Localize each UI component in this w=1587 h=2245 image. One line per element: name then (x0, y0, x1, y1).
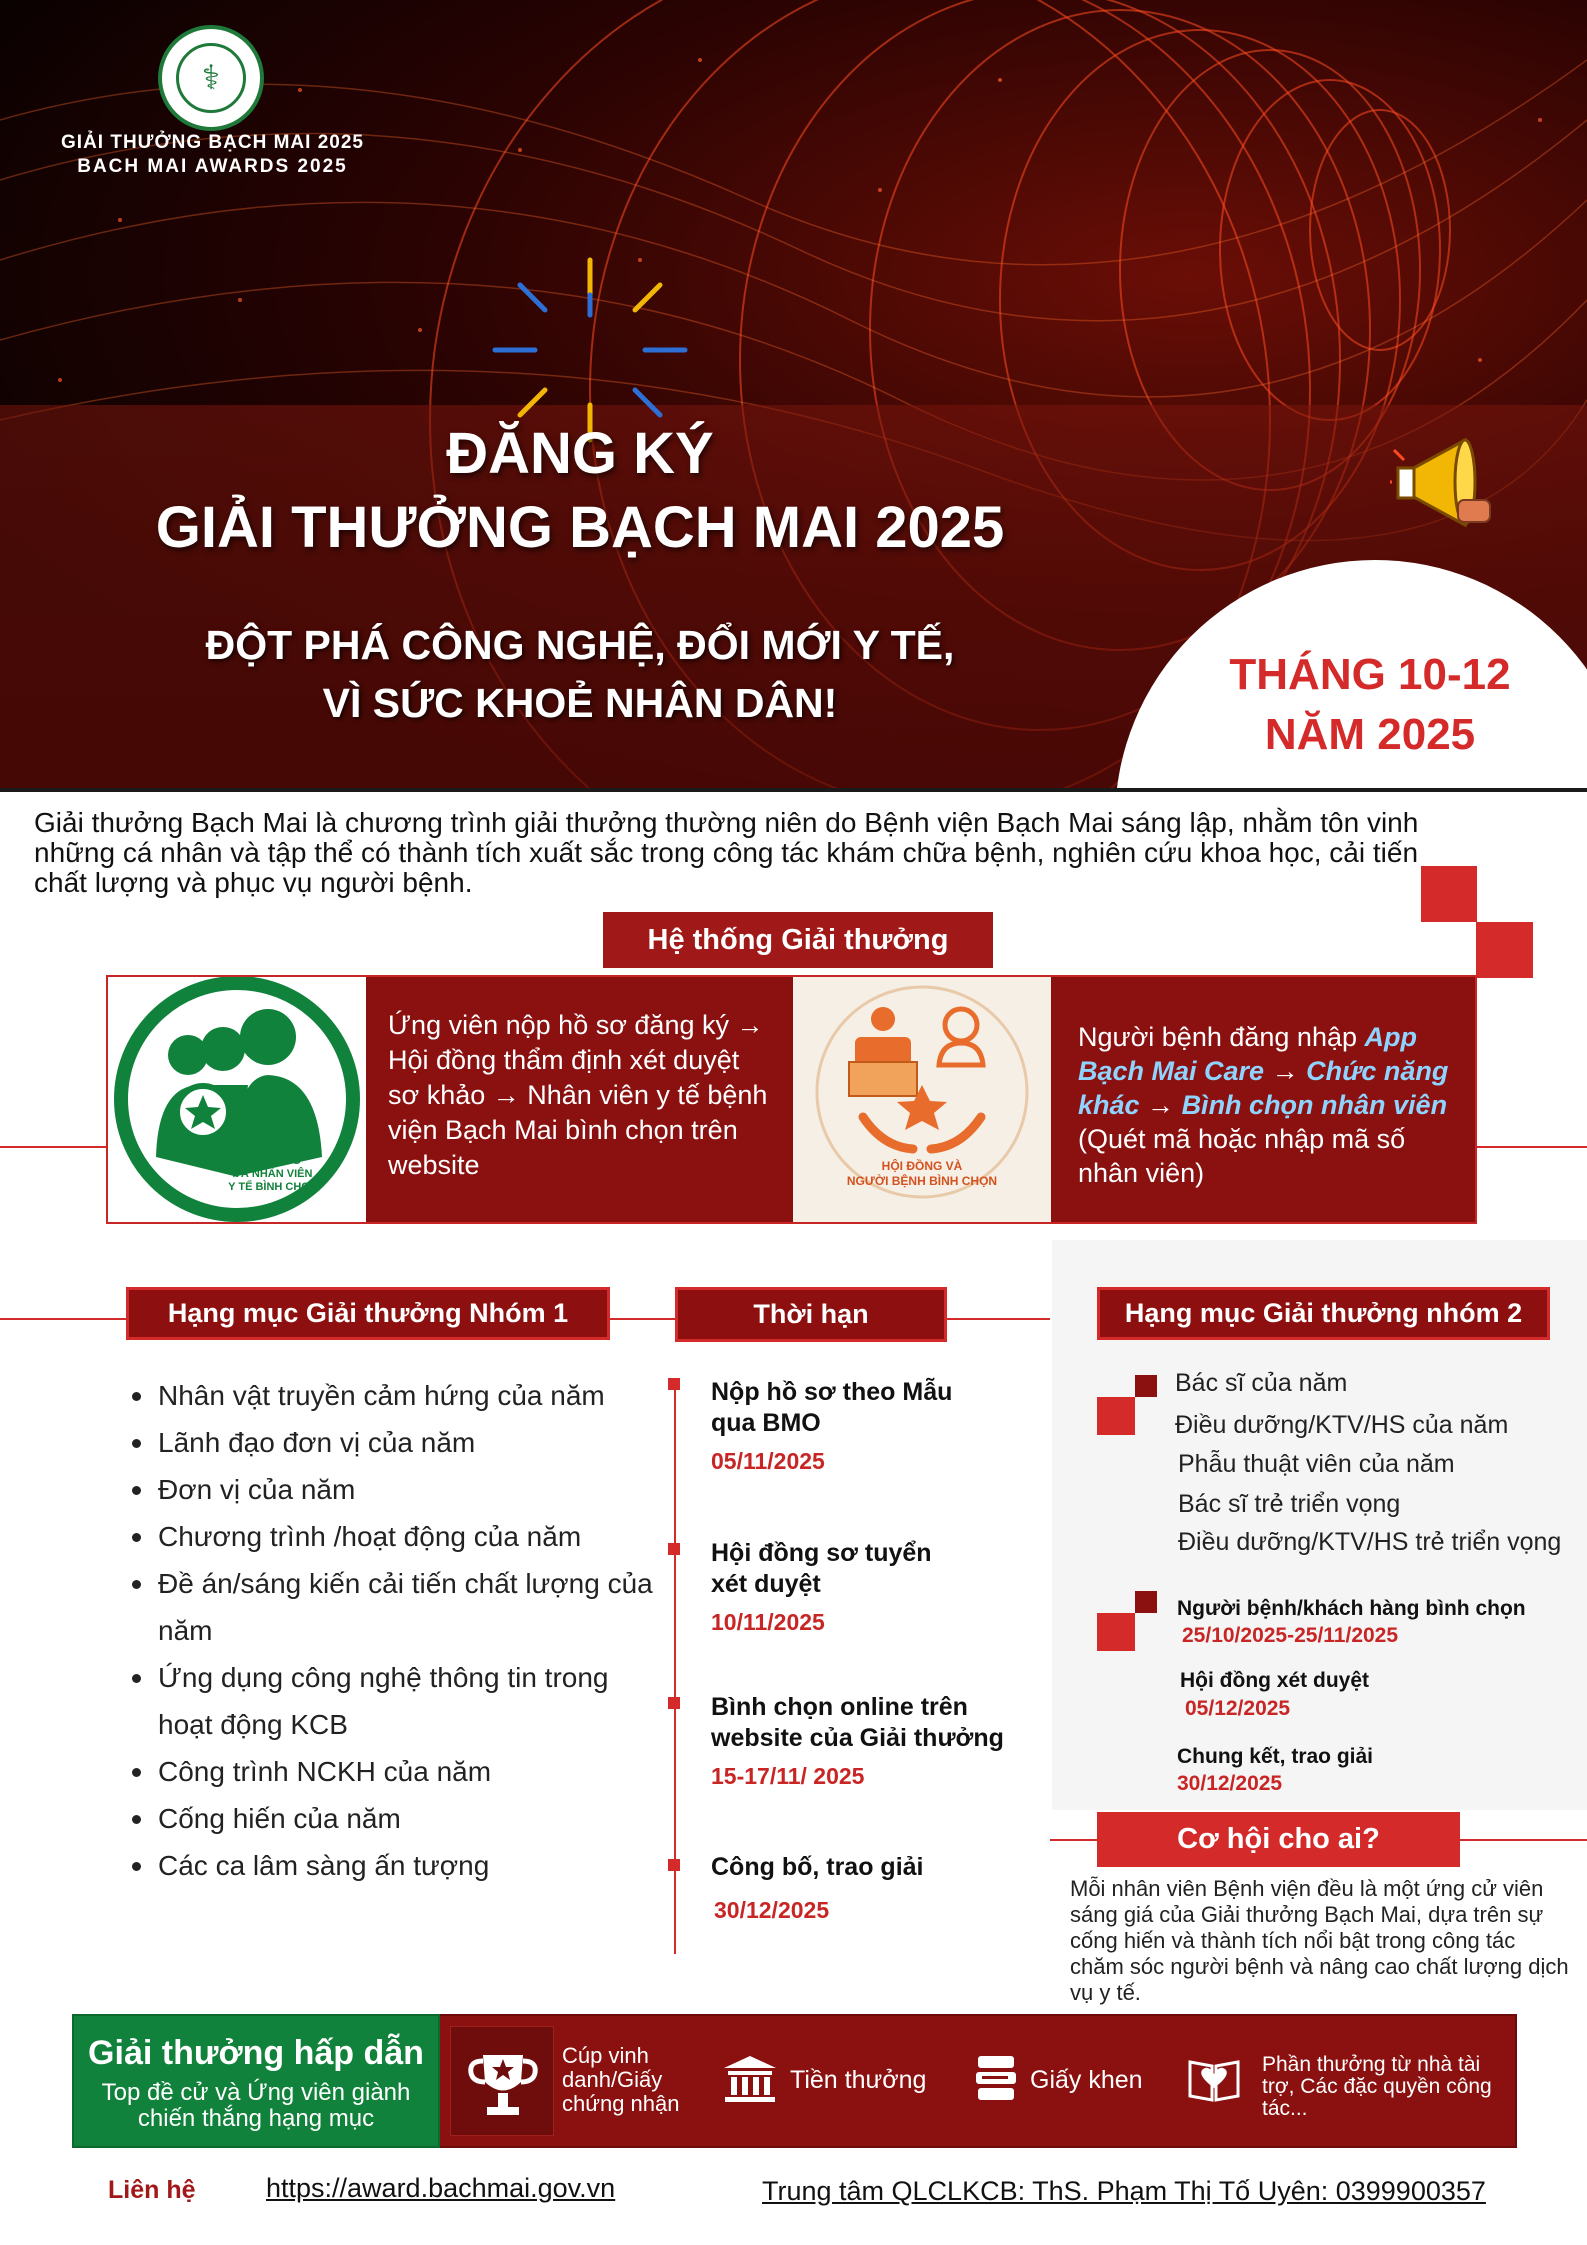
caduceus-icon: ⚕ (176, 43, 246, 113)
timeline-step-title: Hội đồng sơ tuyển xét duyệt (711, 1539, 932, 1598)
svg-text:HỘI ĐỒNG VÀ: HỘI ĐỒNG VÀ (881, 1159, 963, 1173)
opportunity-text: Mỗi nhân viên Bệnh viện đều là một ứng cử viên sáng giá của Giải thưởng Bạch Mai, dựa trên sự cống hiến và thành tích nổi bật trong công tác chăm sóc người bệnh và nâng cao chất lượng dịch vụ y tế. (1070, 1876, 1569, 2005)
slogan-line1: ĐỘT PHÁ CÔNG NGHỆ, ĐỔI MỚI Y TẾ, (205, 622, 955, 668)
group2-item: Điều dưỡng/KTV/HS trẻ triển vọng (1178, 1528, 1562, 1556)
group2-item: Phẫu thuật viên của năm (1178, 1450, 1455, 1478)
hero-divider (0, 788, 1587, 792)
trophy-icon (451, 2027, 555, 2137)
decor-line (1476, 922, 1478, 977)
list-item: Đề án/sáng kiến cải tiến chất lượng của năm (128, 1560, 668, 1654)
decor-square (1477, 922, 1533, 978)
decor-square (1097, 1613, 1135, 1651)
group2-item: Bác sĩ của năm (1175, 1369, 1348, 1397)
svg-text:VÀ NHÂN VIÊN: VÀ NHÂN VIÊN (233, 1168, 313, 1180)
timeline-step-title: Công bố, trao giải (711, 1853, 924, 1881)
list-item: Chương trình /hoạt động của năm (128, 1513, 668, 1560)
schedule-title: Người bệnh/khách hàng bình chọn (1177, 1597, 1526, 1620)
timeline-step-title: Nộp hồ sơ theo Mẫu qua BMO (711, 1378, 953, 1437)
opportunity-heading: Cơ hội cho ai? (1097, 1812, 1460, 1867)
decor-square (1135, 1591, 1157, 1613)
patient-vote-tail: (Quét mã hoặc nhập mã số nhân viên) (1078, 1124, 1406, 1188)
page-title-line1: ĐĂNG KÝ (446, 421, 714, 486)
council-staff-vote-image (108, 977, 366, 1222)
group1-heading: Hạng mục Giải thưởng Nhóm 1 (126, 1287, 610, 1340)
schedule-title: Hội đồng xét duyệt (1180, 1669, 1369, 1692)
arrow-separator: → (1264, 1056, 1307, 1086)
list-item: Công trình NCKH của năm (128, 1748, 668, 1795)
timeline-step-date: 30/12/2025 (714, 1897, 830, 1923)
firework-burst-icon (490, 255, 690, 445)
rewards-title: Giải thưởng hấp dẫn (88, 2034, 424, 2072)
website-link[interactable]: https://award.bachmai.gov.vn (266, 2173, 616, 2203)
reward-label: Cúp vinh danh/Giấy chứng nhận (562, 2043, 680, 2116)
patient-vote-lead: Người bệnh đăng nhập (1078, 1022, 1365, 1052)
schedule-date: 30/12/2025 (1177, 1772, 1283, 1795)
date-badge-months: THÁNG 10-12 (1229, 650, 1511, 699)
schedule-date: 05/12/2025 (1185, 1697, 1291, 1720)
book-heart-icon (1186, 2052, 1242, 2104)
timeline-marker (668, 1378, 680, 1390)
timeline-marker (668, 1697, 680, 1709)
svg-text:HỘI ĐỒNG: HỘI ĐỒNG (245, 1155, 301, 1167)
list-item: Cống hiến của năm (128, 1795, 668, 1842)
reward-label: Tiền thưởng (790, 2066, 927, 2094)
decor-line (1477, 1146, 1587, 1148)
decor-square (1421, 866, 1477, 922)
timeline-marker (668, 1859, 680, 1871)
decor-line (0, 1146, 106, 1148)
vote-highlight: Bình chọn nhân viên (1181, 1090, 1448, 1120)
certificate-icon (972, 2052, 1020, 2106)
page-title-line2: GIẢI THƯỞNG BẠCH MAI 2025 (155, 495, 1005, 560)
council-patient-vote-image (793, 977, 1051, 1222)
svg-text:NGƯỜI BỆNH BÌNH CHỌN: NGƯỜI BỆNH BÌNH CHỌN (846, 1174, 998, 1188)
svg-text:Y TẾ BÌNH CHỌN: Y TẾ BÌNH CHỌN (228, 1181, 318, 1193)
decor-square (1097, 1397, 1135, 1435)
slogan-line2: VÌ SỨC KHOẺ NHÂN DÂN! (322, 680, 838, 726)
trophy-icon-box (450, 2026, 554, 2136)
bank-icon (722, 2054, 778, 2104)
awards-name-en: BACH MAI AWARDS 2025 (77, 156, 348, 177)
timeline-heading: Thời hạn (675, 1287, 947, 1342)
group2-item: Bác sĩ trẻ triển vọng (1178, 1490, 1401, 1518)
reward-label: Phần thưởng từ nhà tài trợ, Các đặc quyền công tác... (1262, 2053, 1492, 2120)
list-item: Đơn vị của năm (128, 1466, 668, 1513)
timeline-step-date: 15-17/11/ 2025 (711, 1763, 865, 1789)
contact-label: Liên hệ (108, 2176, 196, 2204)
timeline-marker (668, 1543, 680, 1555)
list-item: Lãnh đạo đơn vị của năm (128, 1419, 668, 1466)
app-name-highlight: App Bạch Mai Care (1078, 1022, 1417, 1086)
megaphone-icon (1390, 430, 1510, 540)
hospital-logo (158, 25, 264, 131)
date-badge-year: NĂM 2025 (1264, 710, 1476, 759)
rewards-subtitle: Top đề cử và Ứng viên giành chiến thắng hạng mục (101, 2079, 411, 2132)
system-heading: Hệ thống Giải thưởng (603, 912, 993, 968)
timeline-step-title: Bình chọn online trên website của Giải thưởng (711, 1693, 1004, 1752)
group2-item: Điều dưỡng/KTV/HS của năm (1175, 1411, 1509, 1439)
list-item: Nhân vật truyền cảm hứng của năm (128, 1372, 668, 1419)
group2-heading: Hạng mục Giải thưởng nhóm 2 (1097, 1287, 1550, 1340)
schedule-title: Chung kết, trao giải (1177, 1745, 1374, 1768)
intro-paragraph: Giải thưởng Bạch Mai là chương trình giải thưởng thường niên do Bệnh viện Bạch Mai sáng lập, nhằm tôn vinh những cá nhân và tập thể có thành tích xuất sắc trong công tác khám chữa bệnh, nghiên cứu khoa học, cải tiến chất lượng và phục vụ người bệnh. (34, 807, 1419, 898)
arrow-separator: → (1139, 1090, 1182, 1120)
timeline-step-date: 05/11/2025 (711, 1448, 825, 1474)
decor-square (1135, 1375, 1157, 1397)
schedule-date: 25/10/2025-25/11/2025 (1182, 1624, 1399, 1647)
list-item: Ứng dụng công nghệ thông tin trong hoạt động KCB (128, 1654, 668, 1748)
menu-highlight: Chức năng khác (1078, 1056, 1449, 1120)
patient-vote-process (1078, 1020, 1458, 1190)
awards-name-vi: GIẢI THƯỞNG BẠCH MAI 2025 (61, 132, 364, 153)
group1-categories (128, 1372, 668, 1889)
contact-person[interactable]: Trung tâm QLCLKCB: ThS. Phạm Thị Tố Uyên: 0399900357 (762, 2176, 1486, 2206)
reward-label: Giấy khen (1030, 2066, 1143, 2094)
staff-vote-process: Ứng viên nộp hồ sơ đăng ký → Hội đồng thẩm định xét duyệt sơ khảo → Nhân viên y tế bệnh viện Bạch Mai bình chọn trên website (388, 1010, 768, 1180)
timeline-step-date: 10/11/2025 (711, 1609, 825, 1635)
list-item: Các ca lâm sàng ấn tượng (128, 1842, 668, 1889)
